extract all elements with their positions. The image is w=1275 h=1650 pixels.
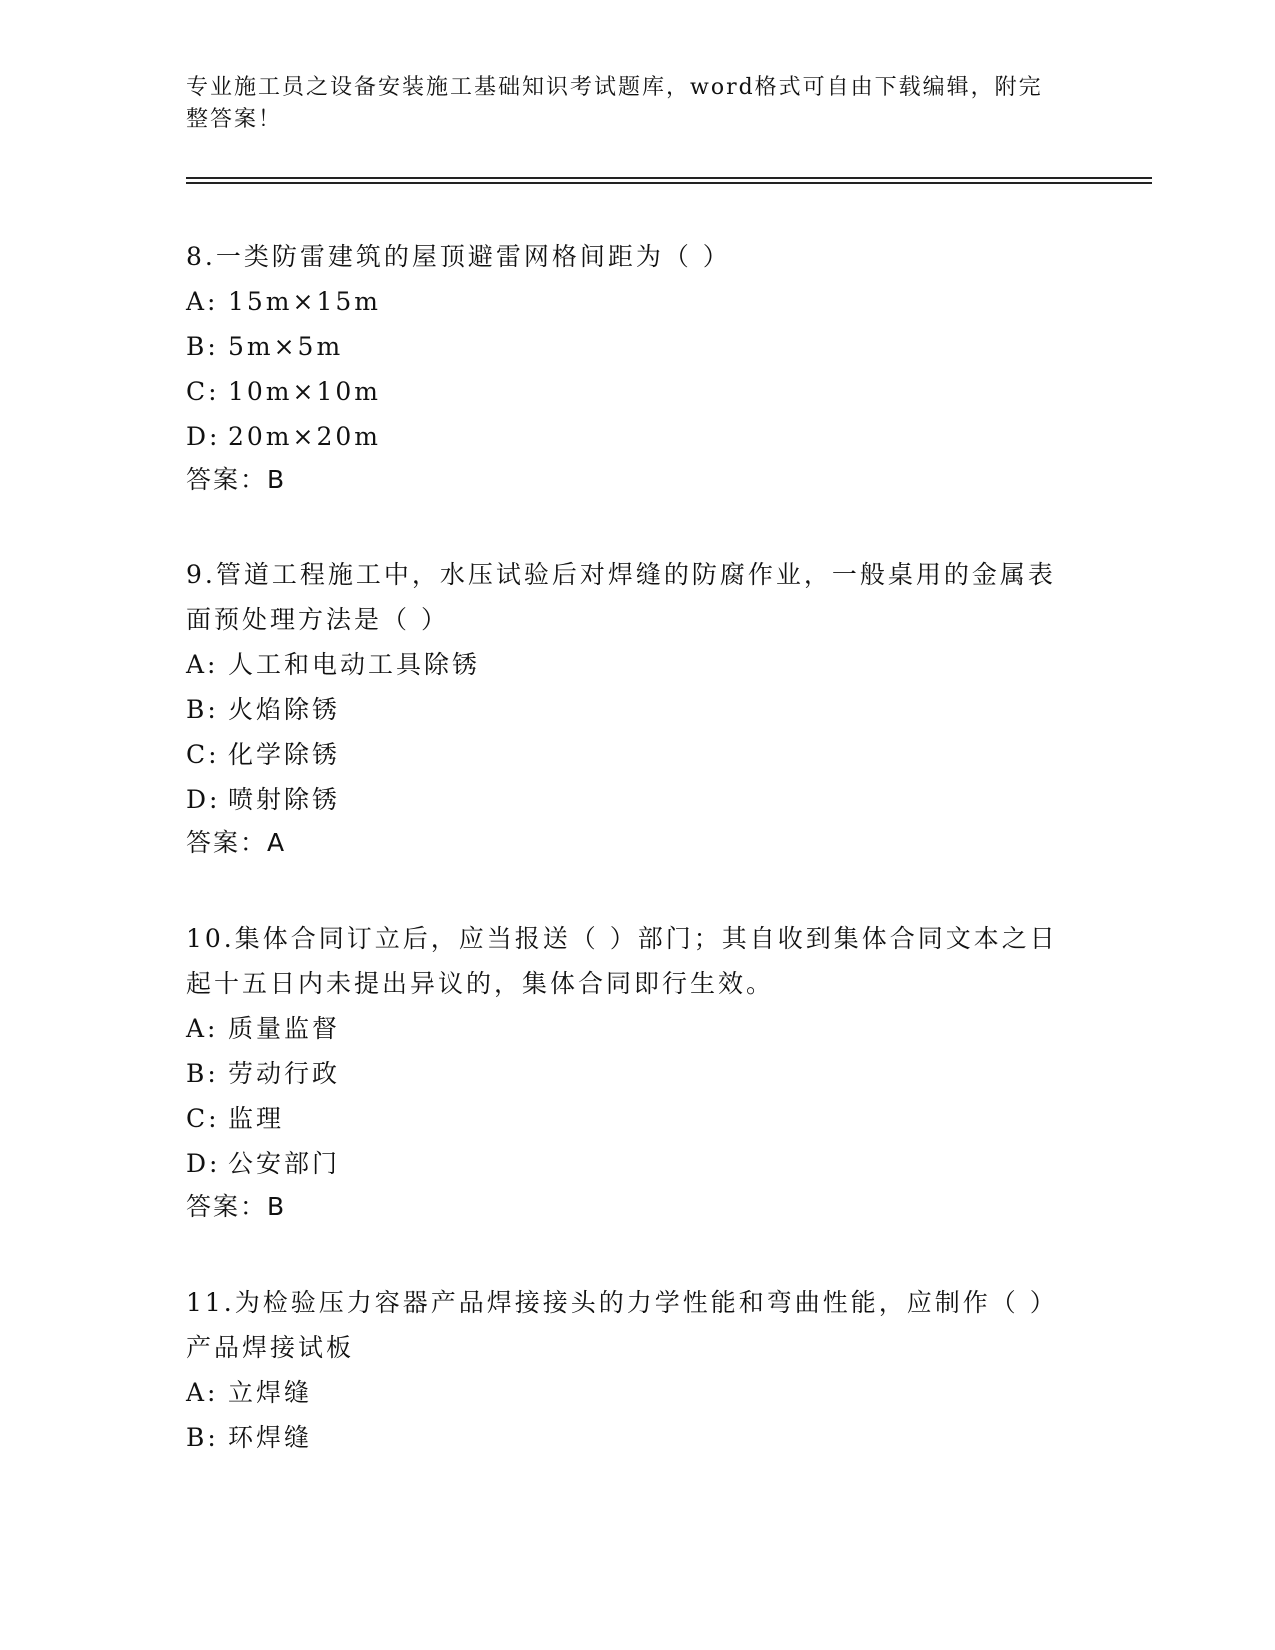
option-letter: C:: [186, 1104, 220, 1133]
option-a: [186, 1006, 1066, 1051]
option-b: [186, 687, 1066, 732]
option-letter: C:: [186, 377, 220, 406]
option-letter: B:: [186, 1423, 219, 1452]
option-text: 环焊缝: [228, 1423, 313, 1452]
option-letter: C:: [186, 740, 220, 769]
option-text: 质量监督: [228, 1014, 341, 1043]
option-d: [186, 414, 1066, 459]
option-text: 公安部门: [228, 1149, 341, 1178]
question-text: 8.一类防雷建筑的屋顶避雷网格间距为（ ）: [186, 242, 731, 271]
option-text: 监理: [228, 1104, 285, 1133]
option-letter: A:: [186, 1014, 219, 1043]
question-8: [186, 234, 1066, 501]
question-text: 10.集体合同订立后，应当报送（ ）部门；其自收到集体合同文本之日起十五日内未提出异议的，集体合同即行生效。: [186, 924, 1058, 998]
option-letter: D:: [186, 785, 221, 814]
option-a: [186, 642, 1066, 687]
option-text: 15m×15m: [228, 287, 381, 316]
option-d: [186, 777, 1066, 822]
question-text: 11.为检验压力容器产品焊接接头的力学性能和弯曲性能，应制作（ ）产品焊接试板: [186, 1288, 1058, 1362]
option-letter: B:: [186, 332, 219, 361]
answer-line: 答案：B: [186, 465, 287, 494]
option-b: [186, 1415, 1066, 1460]
answer-line: 答案：B: [186, 1192, 287, 1221]
option-text: 化学除锈: [228, 740, 341, 769]
header-rule-bottom: [186, 182, 1152, 184]
option-c: [186, 732, 1066, 777]
option-text: 喷射除锈: [228, 785, 341, 814]
option-text: 立焊缝: [228, 1378, 313, 1407]
option-text: 5m×5m: [228, 332, 344, 361]
option-text: 10m×10m: [228, 377, 381, 406]
document-header: 专业施工员之设备安装施工基础知识考试题库，word格式可自由下载编辑，附完整答案！: [186, 75, 1043, 132]
option-letter: A:: [186, 287, 219, 316]
option-c: [186, 1096, 1066, 1141]
question-9: [186, 552, 1066, 864]
answer-line: 答案：A: [186, 828, 287, 857]
option-letter: A:: [186, 650, 219, 679]
option-text: 火焰除锈: [228, 695, 341, 724]
option-a: [186, 279, 1066, 324]
option-d: [186, 1141, 1066, 1186]
option-text: 人工和电动工具除锈: [228, 650, 481, 679]
option-text: 20m×20m: [228, 422, 381, 451]
option-letter: D:: [186, 1149, 221, 1178]
option-b: [186, 324, 1066, 369]
option-letter: A:: [186, 1378, 219, 1407]
option-a: [186, 1370, 1066, 1415]
question-11: [186, 1280, 1066, 1460]
option-letter: B:: [186, 695, 219, 724]
option-text: 劳动行政: [228, 1059, 341, 1088]
option-letter: B:: [186, 1059, 219, 1088]
option-letter: D:: [186, 422, 221, 451]
question-10: [186, 916, 1066, 1228]
option-b: [186, 1051, 1066, 1096]
question-text: 9.管道工程施工中，水压试验后对焊缝的防腐作业，一般桌用的金属表面预处理方法是（ ）: [186, 560, 1056, 634]
header-rule-top: [186, 177, 1152, 179]
option-c: [186, 369, 1066, 414]
